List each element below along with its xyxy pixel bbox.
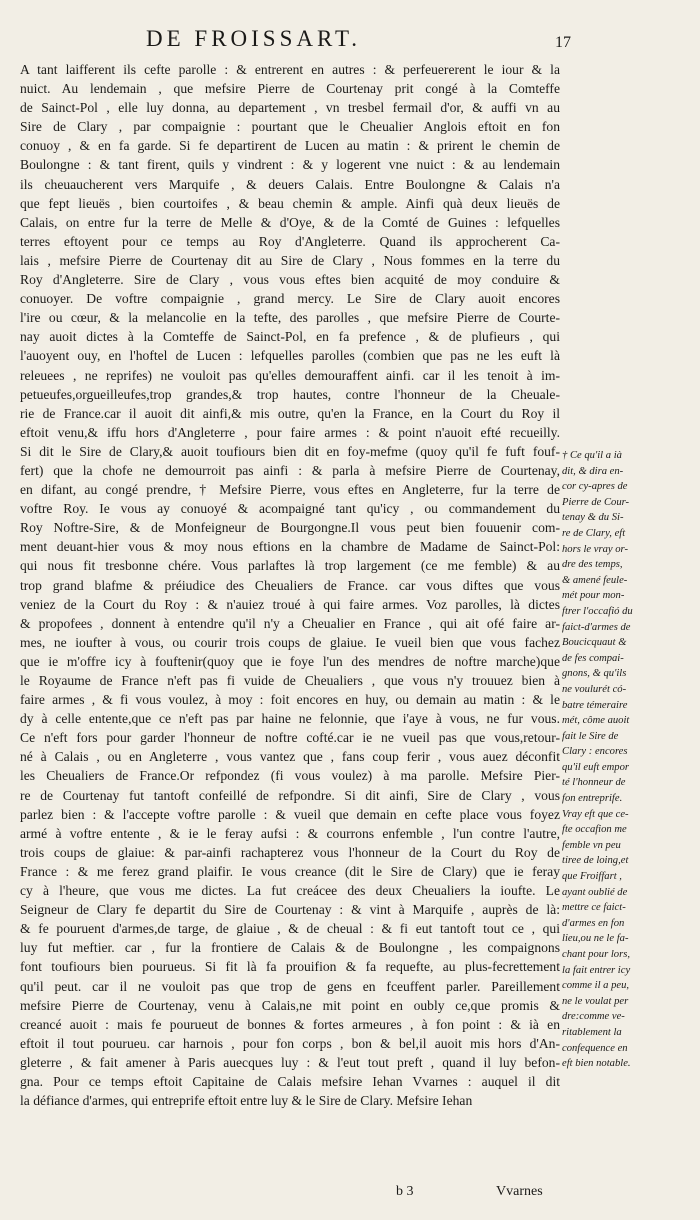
text-line: mes, ne ioufter à vous, ou courir trois coups de glaiue. Ie vueil bien que vous fachez xyxy=(20,634,560,650)
text-line: qui nous fit tresbonne chére. Vous parlaftes là trop largement (ce me femble) & au xyxy=(20,558,560,574)
margin-note-line: confequence en xyxy=(562,1042,628,1054)
margin-note-line: hors le vray or- xyxy=(562,543,628,555)
text-line: eftoit venu,& iffu hors d'Angleterre , pour faire armes : & point n'auoit efté recueilly. xyxy=(20,424,560,440)
margin-note-line: ftrer l'occafió du xyxy=(562,605,633,617)
text-line: voftre Roy. Ie vous ay conuoyé & acompaigné tant qu'icy , ou commandement du xyxy=(20,501,560,517)
text-line: conuoyer. De voftre compaignie , grand mercy. Le Sire de Clary auoit encores xyxy=(20,291,560,307)
page-footer xyxy=(0,1184,700,1208)
margin-note-line: & amené feule- xyxy=(562,574,628,586)
margin-note xyxy=(562,448,690,1072)
margin-note-line: té l'honneur de xyxy=(562,777,626,789)
margin-note-line: mét pour mon- xyxy=(562,590,625,602)
text-line: creancé auoit : mais fe pourueut de bonnes & fortes armeures , à fon point : & ià en xyxy=(20,1016,560,1032)
margin-note-line: lieu,ou ne le fa- xyxy=(562,933,629,945)
margin-note-line: de fes compai- xyxy=(562,652,624,664)
catchword: Vvarnes xyxy=(496,1184,543,1199)
text-line: re de Courtenay fut tantoft confeillé de refpondre. Si dit ainfi, Sire de Clary , vous xyxy=(20,787,560,803)
text-line: faire armes , & fi vous voulez, à moy : foit encores en huy, ou demain au matin : & le xyxy=(20,692,560,708)
text-line: mefsire Pierre de Courtenay, venu à Calais,ne mit point en oubly ce,que promis & xyxy=(20,997,560,1013)
margin-note-line: Pierre de Cour- xyxy=(562,496,630,508)
text-line: la défiance d'armes, qui entreprife eftoit entre luy & le Sire de Clary. Mefsire Iehan xyxy=(20,1093,473,1109)
margin-note-line: qu'il euft empor xyxy=(562,761,629,773)
margin-note-line: fon entreprife. xyxy=(562,793,623,805)
text-line: lais , mefsire Pierre de Courtenay dit au Sire de Clary , Nous fommes en la terre du xyxy=(20,252,560,268)
text-line: l'auoyent ouy, en l'hoftel de Lucen : lefquelles parolles (combien que pas ne les euft là xyxy=(20,348,560,364)
text-line: ment deuant-hier vous & moy nous eftions en la chambre de Madame de Sainct-Pol: xyxy=(20,539,560,555)
text-line: de Sainct-Pol , elle luy donna, au departement , vn tresbel fermail d'or, & auffi vn au xyxy=(20,100,560,116)
text-line: Boulongne : & tant firent, quils y vindrent : & y logerent vne nuict : & au lendemain xyxy=(20,157,560,173)
text-line: trop grand blafme & préiudice des Cheualiers de France. car vous diftes que vous xyxy=(20,577,560,593)
text-line: & fe pouruent d'armes,de targe, de glaiue , & de cheual : & fi eut tantoft tout ce , qui xyxy=(20,921,560,937)
text-line: dy à celle entente,que ce n'eft pas par haine ne felonnie, que i'aye à vous, ne fur vous. xyxy=(20,711,560,727)
margin-note-line: dit, & dira en- xyxy=(562,465,624,477)
text-line: Ce n'eft fors pour garder l'honneur de noftre cofté.car ie ne vueil pas que vous,retour- xyxy=(20,730,560,746)
margin-note-line: † Ce qu'il a ià xyxy=(562,450,622,461)
text-line: Calais, on entre fur la terre de Melle & d'Oye, & de la Comté de Guines : lefquelles xyxy=(20,214,560,230)
margin-note-line: gnons, & qu'ils xyxy=(562,668,627,680)
margin-note-line: d'armes en fon xyxy=(562,917,625,929)
text-line: luy fut meftier. car , fur la frontiere de Calais & de Boulongne , les compaignons xyxy=(20,940,560,956)
text-line: parlez bien : & l'accepte voftre parolle : & vueil que demain en cefte place vous foyez xyxy=(20,806,560,822)
text-line: terres eftoyent pour ce temps au Roy d'Angleterre. Quand ils approcherent Ca- xyxy=(20,233,560,249)
margin-note-line: re de Clary, eft xyxy=(562,527,626,539)
margin-note-line: femble vn peu xyxy=(562,839,621,851)
margin-note-line: comme il a peu, xyxy=(562,980,630,992)
margin-note-line: tiree de loing,et xyxy=(562,855,629,867)
margin-note-line: cor cy-apres de xyxy=(562,481,628,493)
margin-note-line: fait le Sire de xyxy=(562,730,619,742)
margin-note-line: chant pour lors, xyxy=(562,949,630,960)
text-line: en difant, au congé prendre, † Mefsire Pierre, vous eftes en Angleterre, fur la terre de xyxy=(20,482,560,498)
text-line: releuees , ne reprifes) ne vouloit pas qu'elles demouraffent ainfi. car il les tenoit à im- xyxy=(20,367,560,383)
margin-note-line: mettre ce faict- xyxy=(562,902,626,914)
text-line: que fept lieuës , bien courtoifes , & beau chemin & ample. Ainfi quà deux lieuës de xyxy=(20,195,560,211)
text-line: ils cheuaucherent vers Marquife , & deuers Calais. Entre Boulongne & Calais n'a xyxy=(20,176,560,192)
text-line: nay auoit dictes à la Comteffe de Sainct-Pol, en fa prefence , & de plufieurs , qui xyxy=(20,329,560,345)
margin-note-line: faict-d'armes de xyxy=(562,621,631,633)
margin-note-line: ne voulurét có- xyxy=(562,683,627,695)
margin-note-line: la fait entrer icy xyxy=(562,964,631,976)
text-line: le Royaume de France n'eft pas fi vuide de Cheualiers , que vous n'y trouuez bien à xyxy=(20,673,560,688)
running-head xyxy=(0,26,700,56)
main-text-column xyxy=(20,60,560,1110)
text-line: France : & me ferez grand plaifir. Ie vous creance (dit le Sire de Clary) que ie feray xyxy=(20,863,560,879)
page-number: 17 xyxy=(555,34,571,51)
margin-note-line: dre:comme ve- xyxy=(562,1011,625,1023)
text-line: Roy d'Angleterre. Sire de Clary , vous vous eftes bien acquité de moy conduire & xyxy=(20,272,560,288)
text-line: Sire de Clary , par compaignie : pourtant que le Cheualier Anglois eftoit en fon xyxy=(20,119,560,135)
text-line: Seigneur de Clary fe departit du Sire de Courtenay : & vint à Marquife , auprès de là: xyxy=(20,902,560,918)
margin-note-line: eft bien notable. xyxy=(562,1058,631,1070)
margin-note-line: ayant oublié de xyxy=(562,886,628,898)
margin-note-line: batre témeraire xyxy=(562,699,628,711)
text-line: que ie m'offre icy à fouftenir(quoy que ie foye l'un des mendres de noftre marche)que xyxy=(20,653,560,669)
text-line: Roy Noftre-Sire, & de Monfeigneur de Bourgongne.Il vous peut bien fouuenir com- xyxy=(20,520,560,536)
margin-note-line: Vray eft que ce- xyxy=(562,808,629,820)
text-line: conuoy , & en fa garde. Si fe departirent de Lucen au matin : & prirent le chemin de xyxy=(20,138,560,154)
margin-note-line: dre des temps, xyxy=(562,559,623,571)
text-line: qu'il peut. car il ne vouloit pas que trop de gens en fceuffent parler. Pareillement xyxy=(20,978,560,994)
text-line: & propofees , donnent à entendre qu'il n'y a Cheualier en France , qui ait ofé faire ar- xyxy=(20,615,560,631)
margin-note-line: Clary : encores xyxy=(562,746,628,758)
text-line: font toufiours bien pourueus. Si fit là fa prouifion & fa requefte, au plus-fecrettement xyxy=(20,959,560,975)
running-head-title: DE FROISSART. xyxy=(146,26,362,51)
signature-mark: b 3 xyxy=(396,1184,414,1199)
margin-note-line: mét, côme auoit xyxy=(562,715,630,727)
text-line: l'ire ou cœur, & la melancolie en la tefte, des parolles , que mefsire Pierre de Courte- xyxy=(20,310,560,326)
text-line: petueufes,orgueilleufes,trop grandes,& trop hautes, contre l'honneur de la Cheuale- xyxy=(20,386,560,402)
margin-note-line: ne le voulat per xyxy=(562,995,629,1007)
text-line: gna. Pour ce temps eftoit Capitaine de Calais mefsire Iehan Vvarnes : auquel il dit xyxy=(20,1073,560,1089)
text-line: A tant laifferent ils cefte parolle : & entrerent en autres : & perfeuererent le iour & la xyxy=(20,62,560,77)
text-line: gleterre , & fait amener à Paris auecques luy : & l'eut tout preft , quand il luy befon- xyxy=(20,1054,560,1070)
text-line: trois coups de glaiue: & par-ainfi rachapterez vous l'honneur de la Court du Roy de xyxy=(20,844,560,860)
text-line: né à Calais , ou en Angleterre , vous vantez que , fans coup ferir , vous auez déconfit xyxy=(20,749,560,765)
margin-note-line: Boucicquaut & xyxy=(562,637,627,649)
margin-note-line: tenay & du Si- xyxy=(562,512,624,524)
text-line: les Cheualiers de France.Or refpondez (fi vous voulez) à ma parolle. Mefsire Pier- xyxy=(20,768,560,784)
text-line: veniez de la Court du Roy : & n'auiez troué à qui faire armes. Voz parolles, là dictes xyxy=(20,596,560,612)
margin-note-line: que Froiffart , xyxy=(562,871,622,883)
text-line: cy à l'heure, que vous me dictes. La fut creácee des deux Cheualiers la ioufte. Le xyxy=(20,883,560,899)
text-line: nuict. Au lendemain , que mefsire Pierre de Courtenay prit congé à la Comteffe xyxy=(20,81,560,97)
margin-note-line: fte occafion me xyxy=(562,824,627,836)
text-line: armé à voftre entente , & ie le feray aufsi : & courrons enfemble , l'un contre l'autre, xyxy=(20,825,560,841)
text-line: Si dit le Sire de Clary,& auoit toufiours bien dit en foy-mefme (quoy qu'il fe fuft fouf- xyxy=(20,443,560,459)
margin-note-line: ritablement la xyxy=(562,1026,622,1038)
text-line: rie de France.car il auoit dit ainfi,& mis outre, qu'en la France, en la Court du Roy il xyxy=(20,405,560,421)
text-line: fert) que la chofe ne demourroit pas ainfi : & parla à mefsire Pierre de Courtenay, xyxy=(20,462,560,478)
text-line: eftoit il tout pourueu. car harnois , pour fon corps , bon & bel,il auoit mis hors d'An- xyxy=(20,1035,560,1051)
